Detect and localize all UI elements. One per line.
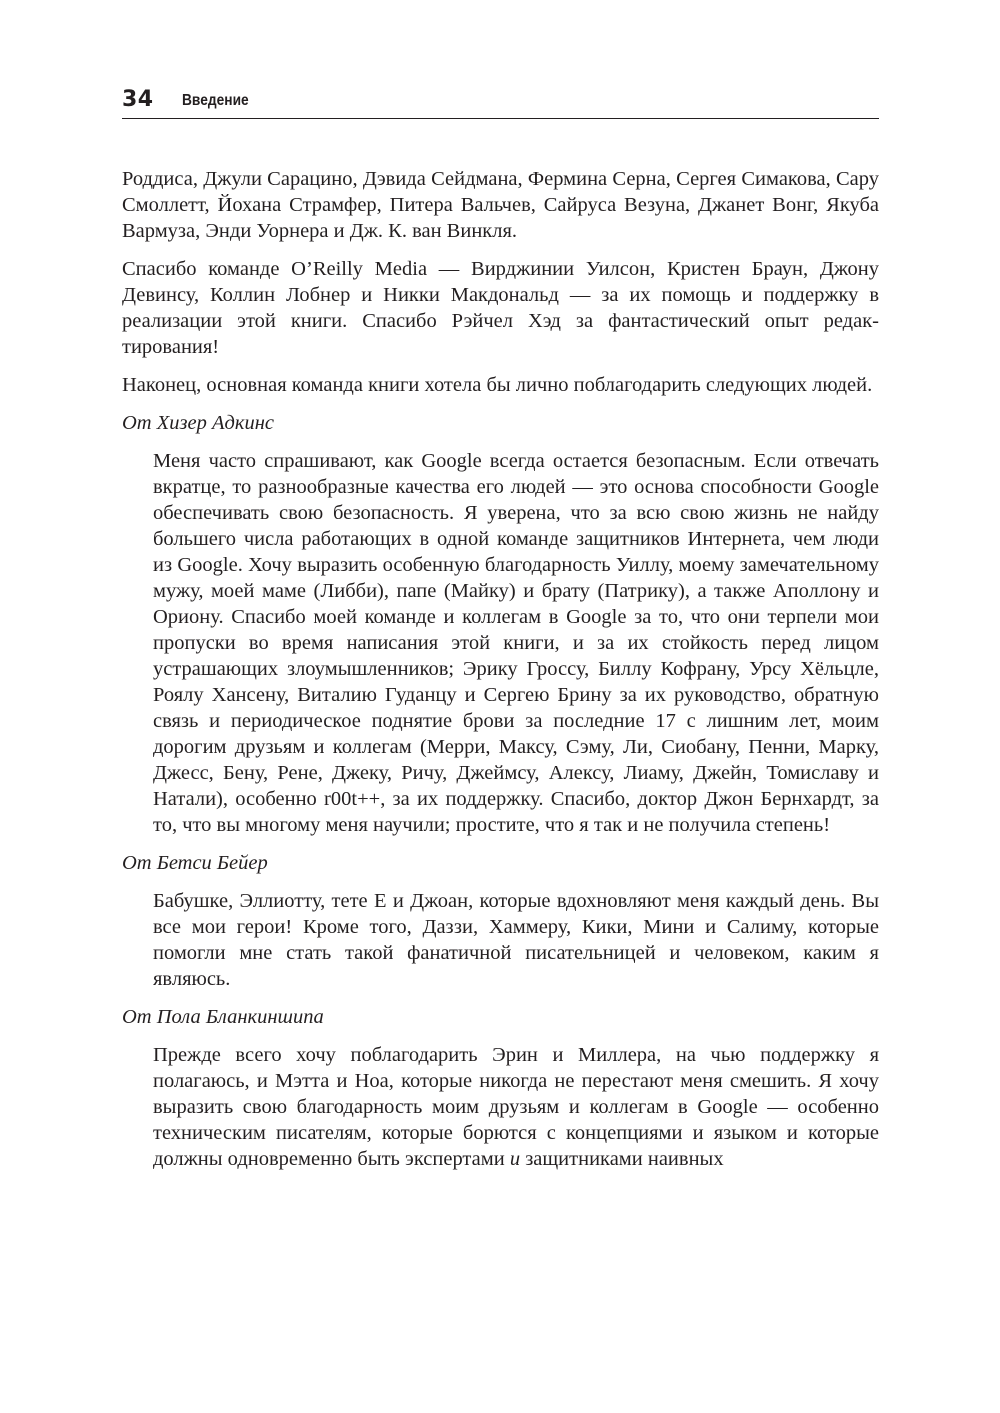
byline-blankinship: От Пола Бланкиншипа [122,1006,324,1028]
page-number: 34 [122,87,154,112]
byline-beyer: От Бетси Бейер [122,852,268,874]
acknowledgment-blankinship-start: Прежде всего хочу поблагодарить Эрин и Миллера, на чью поддержку я полагаюсь, и Мэтта и Ноа, которые никогда не перестают меня смешить. Я хочу выразить свою благодарность моим друзьям и коллегам в Google — особенно техническим писателям, которые борются с концепциями и языком и которые должны одновременно быть экспертами [153,1044,879,1170]
acknowledgment-blankinship-end: защитниками наивных [520,1148,724,1170]
page-body [122,166,879,1184]
acknowledgment-adkins: Меня часто спрашивают, как Google всегда остается безопасным. Если отвечать вкратце, то разнообразные качества его людей — это основа способности Google обеспечивать свою безопасность. Я уверена, что за всю свою жизнь не найду большего числа работающих в одной команде защитников Интернета, чем люди из Google. Хочу выразить особенную благодарность Уиллу, моему замечательному мужу, моей маме (Либби), папе (Майку) и брату (Патрику), а также Аполлону и Ориону. Спасибо моей команде и коллегам в Google за то, что они терпели мои пропуски во время написания этой книги, и за их стойкость перед лицом устрашающих злоумышленников; Эрику Гроссу, Биллу Кофрану, Урсу Хёльцле, Роялу Хансену, Виталию Гуданцу и Сергею Брину за их руководство, обратную связь и периодическое поднятие брови за последние 17 с лишним лет, моим дорогим друзьям и коллегам (Мерри, Максу, Сэму, Ли, Сиобану, Пенни, Марку, Джесс, Бену, Рене, Джеку, Ричу, Джеймсу, Алексу, Лиаму, Джейн, Томиславу и Натали), особенно r00t++, за их поддержку. Спасибо, доктор Джон Бернхардт, за то, что вы многому меня научили; простите, что я так и не получила степень! [153,450,879,836]
acknowledgment-blankinship [153,1042,879,1172]
paragraph-team-intro: Наконец, основная команда книги хотела бы лично поблагодарить следующих людей. [122,374,873,396]
paragraph-oreilly-thanks: Спасибо команде O’Reilly Media — Вирджинии Уилсон, Кристен Браун, Джону Девинсу, Коллин Лобнер и Никки Макдональд — за их помощь и поддержку в реализации этой книги. Спасибо Рэйчел Хэд за фантастический опыт редактирования! [122,258,879,358]
paragraph-names-list: Роддиса, Джули Сарацино, Дэвида Сейдмана, Фермина Серна, Сергея Симакова, Сару Смоллетт, Йохана Страмфер, Питера Вальчев, Сайруса Везуна, Джанет Вонг, Якуба Вармуза, Энди Уорнера и Дж. К. ван Винкля. [122,168,879,242]
section-title: Введение [182,92,249,109]
running-header [122,86,879,119]
emphasis-word: и [509,1148,521,1170]
acknowledgment-beyer: Бабушке, Эллиотту, тете E и Джоан, которые вдохновляют меня каждый день. Вы все мои герои! Кроме того, Даззи, Хаммеру, Кики, Мини и Салиму, которые помогли мне стать такой фанатичной писательницей и человеком, каким я являюсь. [153,890,879,990]
byline-adkins: От Хизер Адкинс [122,412,274,434]
